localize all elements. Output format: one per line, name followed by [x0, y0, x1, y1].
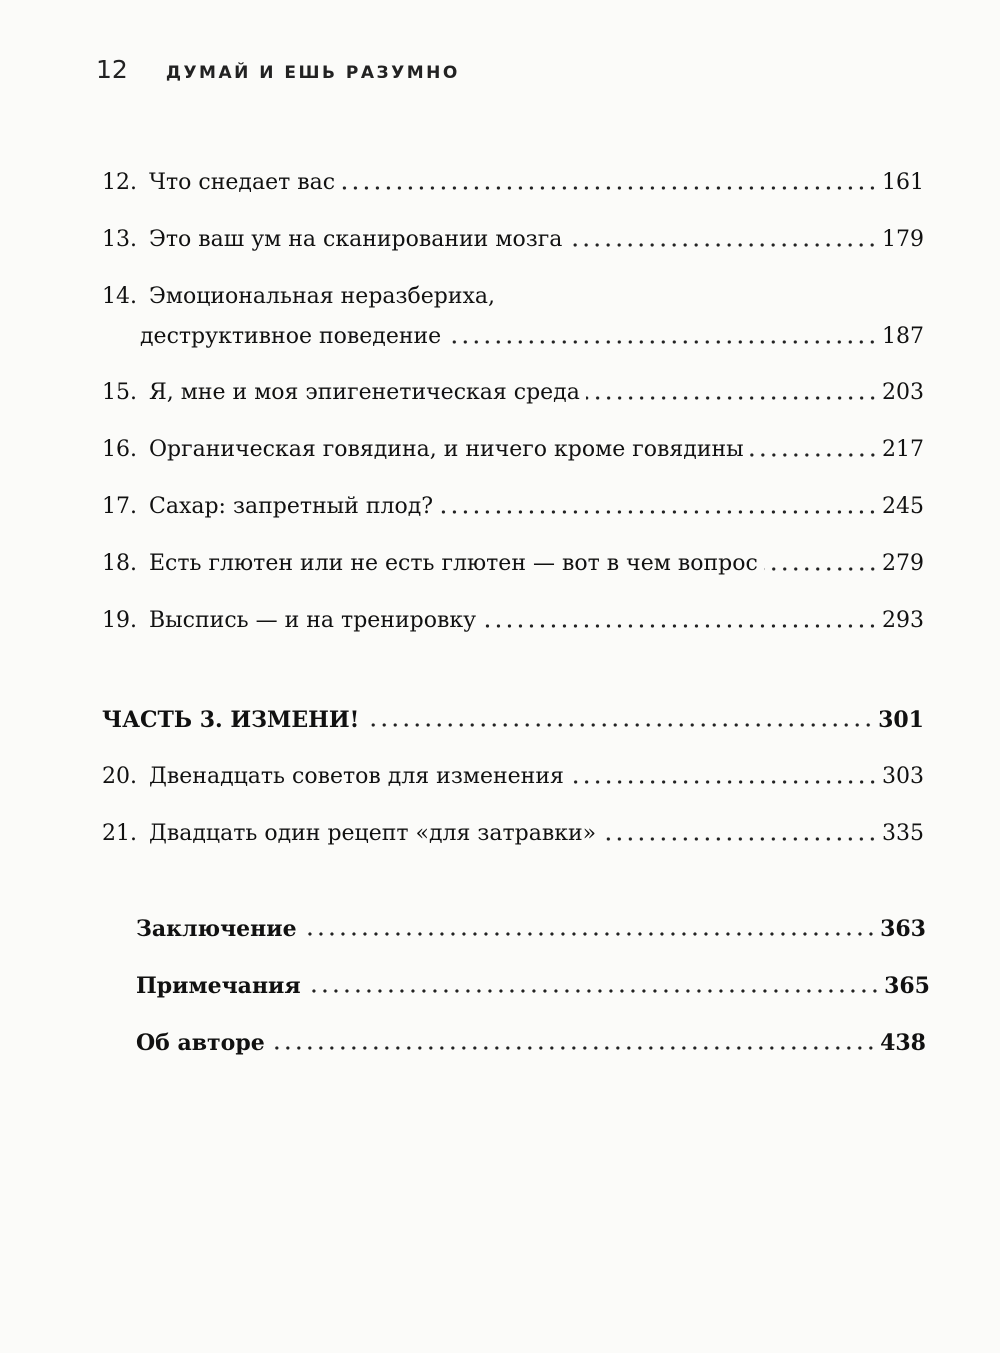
toc-entry-label — [102, 225, 568, 255]
dot-leader — [439, 509, 878, 515]
page-ref: 187 — [882, 324, 924, 349]
chapter-number: 16. — [102, 437, 137, 462]
toc-entry-label — [102, 168, 341, 198]
dot-leader — [307, 988, 880, 994]
toc-conclusion[interactable] — [136, 904, 926, 944]
toc-entry-label — [102, 378, 586, 408]
toc-part-3[interactable] — [102, 695, 924, 735]
toc-entry-16[interactable] — [102, 425, 924, 465]
backmatter-title: Об авторе — [136, 1030, 265, 1056]
backmatter-title: Примечания — [136, 973, 301, 999]
toc-notes[interactable] — [136, 961, 930, 1001]
chapter-number: 14. — [102, 284, 137, 309]
book-title: ДУМАЙ И ЕШЬ РАЗУМНО — [165, 63, 460, 83]
dot-leader — [303, 931, 876, 937]
toc-entry-label — [102, 762, 570, 792]
chapter-number: 13. — [102, 227, 137, 252]
chapter-title: Я, мне и моя эпигенетическая среда — [149, 380, 580, 405]
page-ref: 303 — [882, 764, 924, 789]
page-ref: 217 — [882, 437, 924, 462]
toc-entry-17[interactable] — [102, 482, 924, 522]
chapter-number: 12. — [102, 170, 137, 195]
dot-leader — [750, 452, 878, 458]
running-head — [96, 55, 460, 84]
dot-leader — [764, 566, 878, 572]
chapter-title: Двенадцать советов для изменения — [149, 764, 564, 789]
chapter-title: Есть глютен или не есть глютен — вот в чем вопрос — [149, 551, 758, 576]
toc-entry-label — [102, 492, 439, 522]
page-ref: 335 — [882, 821, 924, 846]
page-ref: 279 — [882, 551, 924, 576]
page-ref: 438 — [880, 1030, 926, 1056]
page-ref: 293 — [882, 608, 924, 633]
backmatter-title: Заключение — [136, 916, 297, 942]
chapter-number: 20. — [102, 764, 137, 789]
dot-leader — [586, 395, 878, 401]
chapter-title-line1: Эмоциональная неразбериха, — [149, 284, 496, 309]
toc-entry-label — [102, 606, 482, 636]
page-ref: 365 — [884, 973, 930, 999]
dot-leader — [271, 1045, 876, 1051]
toc-about-author[interactable] — [136, 1018, 926, 1058]
dot-leader — [341, 185, 878, 191]
toc-entry-label — [102, 549, 764, 579]
part-title: ЧАСТЬ 3. ИЗМЕНИ! — [102, 707, 360, 733]
toc-entry-15[interactable] — [102, 368, 924, 408]
page-ref: 363 — [880, 916, 926, 942]
toc-entry-label — [102, 435, 750, 465]
chapter-title: Сахар: запретный плод? — [149, 494, 434, 519]
dot-leader — [365, 722, 874, 728]
page-ref: 245 — [882, 494, 924, 519]
page-number: 12 — [96, 55, 128, 84]
page-ref: 301 — [878, 707, 924, 733]
toc-entry-14-line1[interactable] — [102, 272, 924, 312]
dot-leader — [482, 623, 878, 629]
chapter-title-line2: деструктивное поведение — [140, 324, 442, 349]
page-ref: 161 — [882, 170, 924, 195]
toc-entry-13[interactable] — [102, 215, 924, 255]
chapter-title: Что снедает вас — [149, 170, 336, 195]
dot-leader — [602, 836, 878, 842]
toc-entry-14-line2[interactable] — [140, 312, 924, 352]
toc-entry-12[interactable] — [102, 158, 924, 198]
chapter-title: Органическая говядина, и ничего кроме говядины — [149, 437, 744, 462]
toc-entry-21[interactable] — [102, 809, 924, 849]
toc-entry-19[interactable] — [102, 596, 924, 636]
page-ref: 203 — [882, 380, 924, 405]
chapter-number: 15. — [102, 380, 137, 405]
page-ref: 179 — [882, 227, 924, 252]
chapter-number: 21. — [102, 821, 137, 846]
chapter-number: 17. — [102, 494, 137, 519]
dot-leader — [447, 339, 878, 345]
chapter-title: Это ваш ум на сканировании мозга — [149, 227, 563, 252]
chapter-number: 19. — [102, 608, 137, 633]
dot-leader — [568, 242, 878, 248]
chapter-number: 18. — [102, 551, 137, 576]
toc-entry-label — [102, 282, 501, 312]
chapter-title: Двадцать один рецепт «для затравки» — [149, 821, 597, 846]
dot-leader — [570, 779, 878, 785]
toc-entry-20[interactable] — [102, 752, 924, 792]
toc-entry-18[interactable] — [102, 539, 924, 579]
chapter-title: Выспись — и на тренировку — [149, 608, 477, 633]
toc-entry-label — [102, 819, 602, 849]
